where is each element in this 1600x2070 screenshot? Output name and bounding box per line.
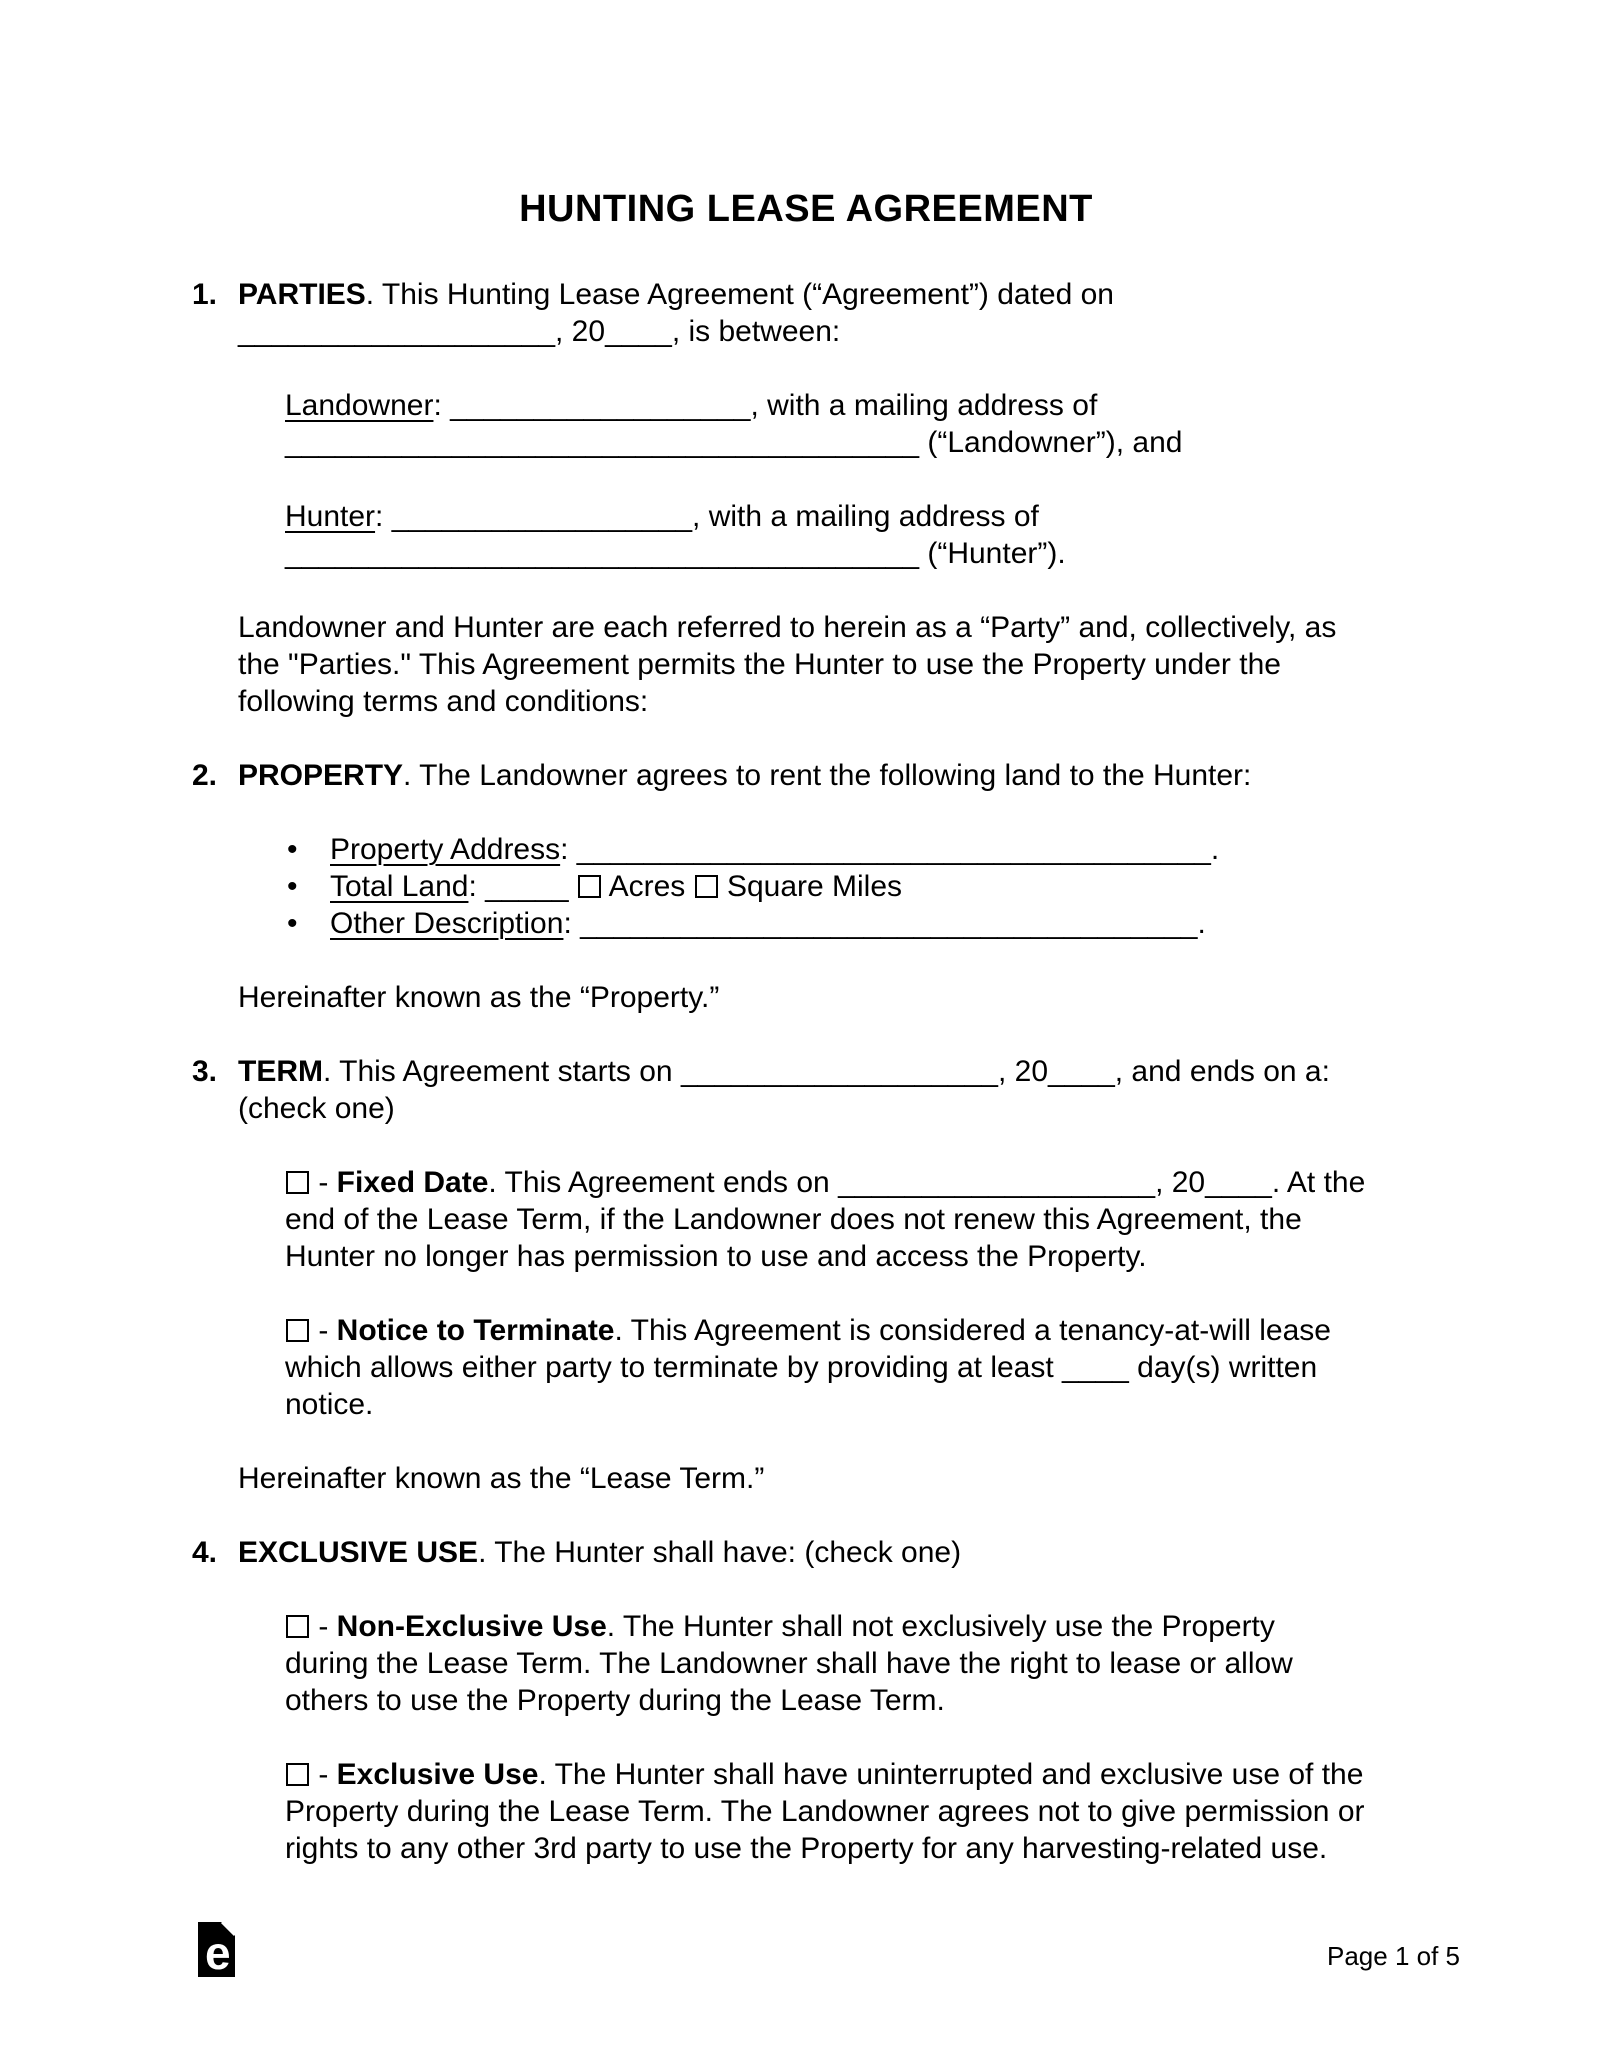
paragraph-property-note <box>190 979 1422 1016</box>
text-run: - <box>310 1758 337 1791</box>
text-run: , and ends on a: <box>1114 1055 1330 1088</box>
text-run: - <box>310 1610 337 1643</box>
text-run: . This Agreement starts on <box>323 1055 681 1088</box>
section-number: 1. <box>192 278 218 311</box>
text-run: . The Hunter shall not exclusively use the Property <box>606 1610 1275 1643</box>
paragraph-fixed-date <box>285 1164 1422 1275</box>
section-property-heading <box>190 757 1422 794</box>
text-run: the "Parties." This Agreement permits the Hunter to use the Property under the <box>238 648 1281 681</box>
paragraph-notice-terminate <box>285 1312 1422 1423</box>
text-run: Property during the Lease Term. The Landowner agrees not to give permission or <box>285 1795 1365 1828</box>
text-run: during the Lease Term. The Landowner shall have the right to lease or allow <box>285 1647 1293 1680</box>
text-run: Square Miles <box>718 870 903 903</box>
text-run: . The Hunter shall have: (check one) <box>478 1536 962 1569</box>
document-content <box>190 186 1422 1904</box>
text-run: Notice to Terminate <box>336 1314 615 1347</box>
text-run: Property Address <box>330 833 561 866</box>
checkbox-icon[interactable] <box>286 1615 309 1638</box>
blank-field[interactable]: ____ <box>1048 1055 1115 1088</box>
list-item-total-land <box>285 868 1422 905</box>
blank-field[interactable]: ____ <box>605 315 672 348</box>
text-run: day(s) written <box>1128 1351 1318 1384</box>
text-run: following terms and conditions: <box>238 685 649 718</box>
section-exclusive-use-heading <box>190 1534 1422 1571</box>
text-run: Fixed Date <box>336 1166 489 1199</box>
blank-field[interactable]: __________________ <box>450 389 751 422</box>
text-run: Hunter <box>285 500 376 533</box>
text-run: . This Agreement ends on <box>488 1166 839 1199</box>
checkbox-icon[interactable] <box>286 1171 309 1194</box>
paragraph-landowner <box>285 387 1422 461</box>
parties-note-text <box>238 609 1422 720</box>
section-parties-heading <box>190 276 1422 350</box>
text-run: PROPERTY <box>238 759 404 792</box>
text-run: . <box>1210 833 1220 866</box>
blank-field[interactable]: ____ <box>1205 1166 1272 1199</box>
term-note-text <box>238 1460 1422 1497</box>
list-item-property-address <box>285 831 1422 868</box>
paragraph-non-exclusive <box>285 1608 1422 1719</box>
text-run: Landowner and Hunter are each referred to herein as a “Party” and, collectively, as <box>238 611 1337 644</box>
paragraph-term-note <box>190 1460 1422 1497</box>
text-run: Hereinafter known as the “Lease Term.” <box>238 1462 765 1495</box>
text-run: . The Hunter shall have uninterrupted and exclusive use of the <box>538 1758 1364 1791</box>
paragraph-exclusive <box>285 1756 1422 1867</box>
blank-field[interactable]: __________________ <box>391 500 693 533</box>
blank-field[interactable]: ___________________ <box>680 1055 998 1088</box>
list-item-other-description <box>285 905 1422 942</box>
text-run: Non-Exclusive Use <box>336 1610 607 1643</box>
section-number: 3. <box>192 1055 218 1088</box>
text-run: end of the Lease Term, if the Landowner does not renew this Agreement, the <box>285 1203 1302 1236</box>
checkbox-icon[interactable] <box>286 1763 309 1786</box>
section-parties-text <box>238 276 1422 350</box>
text-run: TERM <box>238 1055 323 1088</box>
text-run: : <box>468 870 486 903</box>
text-run: , 20 <box>555 315 606 348</box>
text-run: - <box>310 1314 337 1347</box>
text-run: Exclusive Use <box>336 1758 539 1791</box>
eforms-logo-icon <box>198 1922 235 1977</box>
text-run: Hereinafter known as the “Property.” <box>238 981 720 1014</box>
text-run: which allows either party to terminate by providing at least <box>285 1351 1063 1384</box>
text-run: . At the <box>1271 1166 1366 1199</box>
text-run: - <box>310 1166 337 1199</box>
text-run: Landowner <box>285 389 434 422</box>
blank-field[interactable]: _____ <box>485 870 569 903</box>
text-run: . The Landowner agrees to rent the following land to the Hunter: <box>403 759 1252 792</box>
blank-field[interactable]: ______________________________________ <box>576 833 1211 866</box>
text-run: , is between: <box>671 315 841 348</box>
logo-letter: e <box>205 1927 231 1977</box>
text-run: , 20 <box>997 1055 1049 1088</box>
checkbox-icon[interactable] <box>286 1319 309 1342</box>
text-run: rights to any other 3rd party to use the Property for any harvesting-related use. <box>285 1832 1328 1865</box>
text-run: . This Agreement is considered a tenancy-at-will lease <box>614 1314 1331 1347</box>
section-property-text <box>238 757 1422 794</box>
text-run: , 20 <box>1155 1166 1206 1199</box>
property-note-text <box>238 979 1422 1016</box>
paragraph-hunter <box>285 498 1422 572</box>
text-run: (check one) <box>238 1092 395 1125</box>
section-exclusive-use-text <box>238 1534 1422 1571</box>
text-run: notice. <box>285 1388 374 1421</box>
text-run: , with a mailing address of <box>750 389 1098 422</box>
blank-field[interactable]: ______________________________________ <box>285 537 920 570</box>
paragraph-parties-note <box>190 609 1422 720</box>
text-run: (“Hunter”). <box>919 537 1066 570</box>
page-title: HUNTING LEASE AGREEMENT <box>519 188 1093 230</box>
property-bullet-list <box>285 831 1422 942</box>
text-run: . <box>1197 907 1206 940</box>
text-run: others to use the Property during the Lease Term. <box>285 1684 945 1717</box>
text-run: : <box>560 833 577 866</box>
text-run: (“Landowner”), and <box>919 426 1183 459</box>
text-run: . This Hunting Lease Agreement (“Agreement”) dated on <box>365 278 1114 311</box>
text-run: Total Land <box>330 870 469 903</box>
text-run: EXCLUSIVE USE <box>238 1536 479 1569</box>
checkbox-icon[interactable] <box>695 875 718 898</box>
text-run: : <box>375 500 392 533</box>
section-term-heading <box>190 1053 1422 1127</box>
text-run: : <box>433 389 451 422</box>
text-run: Hunter no longer has permission to use and access the Property. <box>285 1240 1147 1273</box>
checkbox-icon[interactable] <box>578 875 601 898</box>
blank-field[interactable]: _____________________________________ <box>580 907 1198 940</box>
text-run: Other Description <box>330 907 564 940</box>
blank-field[interactable]: ___________________ <box>838 1166 1156 1199</box>
page-number: Page 1 of 5 <box>1327 1941 1460 1971</box>
blank-field[interactable]: ____ <box>1062 1351 1129 1384</box>
text-run: , with a mailing address of <box>692 500 1039 533</box>
text-run: PARTIES <box>238 278 366 311</box>
section-number: 2. <box>192 759 218 792</box>
blank-field[interactable]: ___________________ <box>238 315 556 348</box>
blank-field[interactable]: ______________________________________ <box>285 426 920 459</box>
section-number: 4. <box>192 1536 218 1569</box>
text-run <box>569 870 577 903</box>
section-term-text <box>238 1053 1422 1127</box>
text-run: : <box>563 907 581 940</box>
text-run: Acres <box>601 870 694 903</box>
